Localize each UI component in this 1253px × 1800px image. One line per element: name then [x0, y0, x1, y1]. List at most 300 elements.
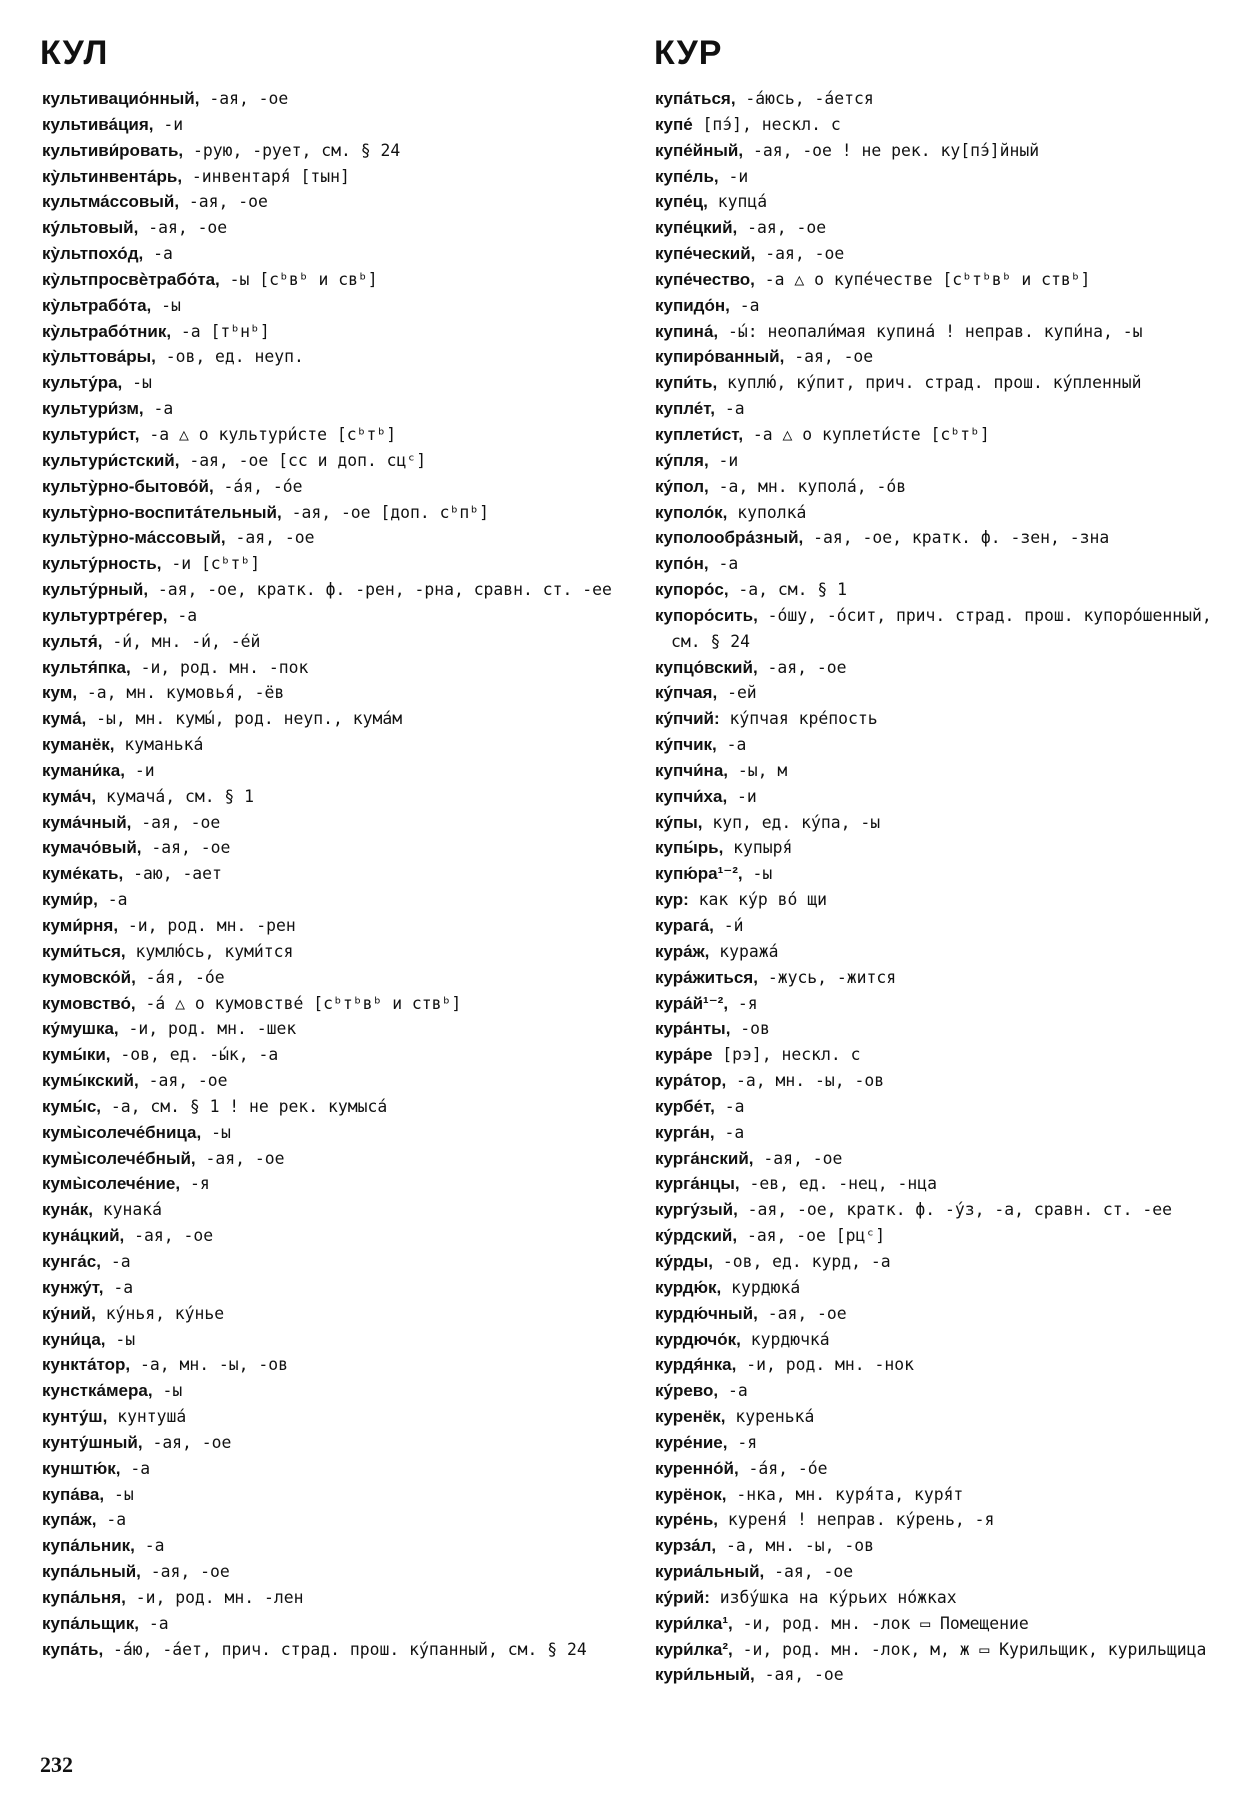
headword: куми́рня, [42, 916, 119, 935]
dictionary-entry [655, 810, 1227, 836]
dictionary-entry [42, 525, 627, 551]
headword: культу́ра, [42, 373, 123, 393]
entry-body: -а △ о куплети́сте [сᵇтᵇ] [743, 424, 990, 444]
dictionary-entry [655, 241, 1227, 267]
entry-body: -а́ △ о кумовстве́ [сᵇтᵇвᵇ и ствᵇ] [135, 993, 462, 1013]
entry-body: -а [143, 244, 173, 264]
page-number: 232 [40, 1752, 73, 1777]
headword: кумовство́, [42, 993, 136, 1013]
entry-body: -ая, -ое, кратк. ф. -зен, -зна [803, 528, 1110, 548]
headword: ку́пол, [655, 476, 709, 496]
headword: ку́пчая, [655, 683, 718, 703]
dictionary-entry [655, 1662, 1227, 1688]
headword: кум, [42, 683, 78, 703]
dictionary-entry [655, 1301, 1227, 1327]
dictionary-entry [42, 1223, 627, 1249]
headword: курдю́к, [655, 1277, 722, 1297]
headword: культури́ст, [42, 424, 140, 444]
dictionary-entry [655, 577, 1227, 603]
entry-body: -ая, -ое [доп. сᵇпᵇ] [281, 502, 489, 522]
headword: кункта́тор, [42, 1355, 131, 1375]
entry-body: -ая, -ое, кратк. ф. -рен, -рна, сравн. ст. -ее [148, 580, 612, 600]
entry-body: -а, см. § 1 [728, 580, 847, 600]
entry-body: -а [714, 1122, 745, 1142]
dictionary-entry [42, 1249, 627, 1275]
entry-body: -ая, -ое [179, 192, 268, 212]
headword: купа́ва, [42, 1484, 105, 1504]
headword: кура́ж, [655, 941, 710, 961]
entry-body: [пэ́], нескл. с [692, 114, 841, 134]
headword: куни́ца, [42, 1329, 106, 1349]
dictionary-entry [655, 112, 1227, 138]
headword: кура́житься, [655, 967, 758, 987]
headword: кур: [655, 890, 689, 910]
dictionary-entry [655, 965, 1227, 991]
headword: культу̀рно-бытово́й, [42, 476, 214, 496]
headword: курбе́т, [655, 1096, 715, 1116]
headword: ку́пчик, [655, 735, 717, 755]
headword: кумани́ка, [42, 760, 125, 780]
headword: кури́лка¹, [655, 1613, 733, 1633]
dictionary-entry [42, 887, 627, 913]
headword: кура́й¹⁻², [655, 993, 729, 1013]
entry-body: куполка́ [727, 502, 807, 522]
headword: кургу́зый, [655, 1200, 738, 1220]
headword: купе́ль, [655, 166, 719, 186]
dictionary-entry [42, 1637, 627, 1663]
headword: культиви́ровать, [42, 140, 184, 160]
dictionary-entry [655, 991, 1227, 1017]
headword: куми́ться, [42, 941, 126, 961]
headword: купа́льня, [42, 1587, 126, 1607]
entry-body: -ов, ед. -ы́к, -а [110, 1045, 279, 1065]
running-head-left: КУЛ [40, 34, 109, 72]
headword: купа́льный, [42, 1562, 141, 1582]
entry-body: кунака́ [92, 1200, 162, 1220]
headword: кура́нты, [655, 1019, 731, 1039]
headword: купина́, [655, 321, 719, 341]
entry-body: -ая, -ое [753, 1148, 843, 1168]
entry-body: -ая, -ое [737, 218, 827, 238]
dictionary-entry [42, 784, 627, 810]
dictionary-entry [42, 835, 627, 861]
entry-body: -а [103, 1277, 134, 1297]
entry-body: -ы [105, 1329, 136, 1349]
dictionary-entry [655, 1068, 1227, 1094]
entry-body: -и [сᵇтᵇ] [161, 554, 261, 574]
entry-body: -ая, -ое [124, 1226, 214, 1246]
headword: ку̀льтпохо́д, [42, 244, 144, 264]
left-column [42, 86, 627, 1662]
dictionary-entry [42, 758, 627, 784]
dictionary-entry [655, 1275, 1227, 1301]
entry-body: -и, род. мн. -лок ▭ Помещение [732, 1613, 1029, 1633]
dictionary-entry [42, 370, 627, 396]
entry-body: -жусь, -жится [757, 967, 897, 987]
headword: куме́кать, [42, 864, 124, 884]
dictionary-entry [655, 680, 1227, 706]
entry-body: -и, род. мн. -шек [118, 1019, 297, 1039]
headword: купоро́с, [655, 580, 729, 600]
headword: кури́лка², [655, 1639, 733, 1659]
dictionary-entry [655, 370, 1227, 396]
dictionary-entry [42, 164, 627, 190]
entry-body: -а [тᵇнᵇ] [171, 321, 270, 341]
dictionary-entry [42, 965, 627, 991]
entry-body: купыря́ [723, 838, 793, 858]
entry-body: -ая, -ое [195, 1148, 285, 1168]
dictionary-entry [42, 1068, 627, 1094]
headword: купчи́ха, [655, 786, 728, 806]
dictionary-entry [42, 629, 627, 655]
headword: купцо́вский, [655, 657, 758, 677]
entry-body: -ы, м [728, 760, 788, 780]
entry-body: -ая, -ое [764, 1562, 854, 1582]
dictionary-entry [42, 1559, 627, 1585]
dictionary-entry [655, 344, 1227, 370]
entry-body: -а, мн. купола́, -о́в [708, 476, 907, 496]
headword: купе́цкий, [655, 218, 738, 238]
entry-body: -а [715, 399, 745, 419]
entry-body: -ы, мн. кумы́, род. неуп., кума́м [86, 709, 403, 729]
dictionary-entry [655, 267, 1227, 293]
headword: курза́л, [655, 1536, 717, 1556]
headword: купидо́н, [655, 295, 730, 315]
dictionary-entry [655, 1611, 1227, 1637]
headword: ку́пчий: [655, 709, 720, 729]
dictionary-entry [42, 189, 627, 215]
headword: курга́нцы, [655, 1174, 740, 1194]
headword: купиро́ванный, [655, 347, 785, 367]
entry-body: -и, род. мн. -лен [125, 1587, 304, 1607]
entry-body: -а △ о культури́сте [сᵇтᵇ] [139, 424, 397, 444]
dictionary-entry [655, 1042, 1227, 1068]
headword: куре́нь, [655, 1510, 719, 1530]
dictionary-entry [42, 1301, 627, 1327]
entry-body: -ая, -ое [225, 528, 315, 548]
entry-body: -аю, -ает [123, 864, 222, 884]
dictionary-entry [655, 422, 1227, 448]
entry-body: -ая, -ое [142, 1432, 232, 1452]
dictionary-entry [42, 422, 627, 448]
dictionary-entry [42, 448, 627, 474]
headword: куплети́ст, [655, 424, 744, 444]
entry-body: -и [124, 760, 155, 780]
dictionary-entry [655, 1533, 1227, 1559]
dictionary-entry [42, 344, 627, 370]
headword: кума́чный, [42, 812, 132, 832]
headword: купле́т, [655, 399, 716, 419]
headword: культу́рный, [42, 580, 149, 600]
dictionary-entry [655, 1120, 1227, 1146]
entry-body: -а, см. § 1 ! не рек. кумыса́ [101, 1096, 388, 1116]
dictionary-entry [655, 448, 1227, 474]
headword: ку́рды, [655, 1251, 713, 1271]
dictionary-entry [655, 500, 1227, 526]
entry-body: -а [729, 295, 760, 315]
entry-body: -и, род. мн. -рен [118, 916, 296, 935]
dictionary-entry [42, 861, 627, 887]
dictionary-entry [42, 551, 627, 577]
entry-body: -а [97, 890, 128, 910]
entry-body: -а́я, -о́е [135, 967, 225, 987]
dictionary-entry [42, 396, 627, 422]
dictionary-entry [42, 1197, 627, 1223]
headword: кура́тор, [655, 1071, 727, 1091]
entry-body: куреня́ ! неправ. ку́рень, -я [718, 1510, 995, 1530]
dictionary-entry [42, 810, 627, 836]
entry-body: как ку́р во́ щи [688, 890, 827, 910]
running-head-right: КУР [654, 34, 723, 72]
headword: купа́ж, [42, 1510, 97, 1530]
entry-body: -а, мн. кумовья́, -ёв [77, 683, 285, 703]
headword: купа́ть, [42, 1639, 104, 1659]
dictionary-entry [655, 551, 1227, 577]
dictionary-entry [655, 1378, 1227, 1404]
entry-body: -ов, ед. курд, -а [712, 1251, 891, 1271]
entry-body: -ая, -ое [757, 657, 847, 677]
dictionary-entry [42, 1016, 627, 1042]
dictionary-entry [42, 1611, 627, 1637]
entry-body: -ев, ед. -нец, -нца [739, 1174, 937, 1194]
entry-body: -а, мн. -ы, -ов [726, 1071, 885, 1091]
entry-body: -и́ [713, 916, 744, 935]
entry-body: -ы [сᵇвᵇ и свᵇ] [219, 269, 378, 289]
headword: кури́льный, [655, 1665, 755, 1685]
dictionary-entry [42, 1482, 627, 1508]
headword: кумы́с, [42, 1096, 102, 1116]
entry-body: -ая, -ое [140, 1562, 230, 1582]
dictionary-entry [42, 577, 627, 603]
headword: купа́льник, [42, 1536, 135, 1556]
dictionary-entry [42, 319, 627, 345]
dictionary-entry [42, 732, 627, 758]
headword: курга́нский, [655, 1148, 754, 1168]
dictionary-entry [655, 319, 1227, 345]
headword: купа́ться, [655, 89, 736, 108]
headword: купе́ческий, [655, 244, 756, 264]
headword: культури́зм, [42, 399, 144, 419]
entry-body: -и [153, 114, 184, 134]
dictionary-entry [42, 138, 627, 164]
headword: ку̀льттова́ры, [42, 347, 156, 367]
dictionary-entry [655, 293, 1227, 319]
dictionary-entry [42, 1171, 627, 1197]
headword: курга́н, [655, 1122, 715, 1142]
entry-body: куренька́ [725, 1407, 815, 1427]
dictionary-entry [655, 603, 1227, 655]
entry-body: -ов, ед. неуп. [155, 347, 304, 367]
dictionary-entry [42, 1430, 627, 1456]
headword: культуртре́гер, [42, 605, 168, 625]
dictionary-entry [655, 86, 1227, 112]
entry-body: -а [143, 399, 174, 419]
dictionary-entry [42, 1094, 627, 1120]
entry-body: куманька́ [114, 735, 204, 755]
dictionary-entry [655, 1171, 1227, 1197]
entry-body: -ая, -ое [757, 1303, 847, 1323]
headword: куренно́й, [655, 1458, 739, 1478]
dictionary-entry [655, 1585, 1227, 1611]
entry-body: ку́нья, ку́нье [95, 1303, 225, 1323]
headword: культивацио́нный, [42, 89, 200, 108]
entry-body: -и [727, 786, 757, 806]
dictionary-entry [42, 1120, 627, 1146]
dictionary-entry [42, 86, 627, 112]
entry-body: -а △ о купе́честве [сᵇтᵇвᵇ и ствᵇ] [754, 269, 1091, 289]
entry-body: -ы [104, 1484, 134, 1504]
dictionary-entry [42, 1585, 627, 1611]
headword: ку́рий: [655, 1587, 710, 1607]
dictionary-entry [42, 1378, 627, 1404]
entry-body: -я [727, 1432, 758, 1452]
headword: кумы́кский, [42, 1071, 139, 1091]
entry-body: -а́юсь, -а́ется [735, 89, 874, 108]
entry-body: куража́ [709, 941, 779, 961]
dictionary-entry [655, 1637, 1227, 1663]
headword: ку́льтовый, [42, 218, 139, 238]
headword: купю́ра¹⁻², [655, 864, 743, 884]
entry-body: -и [708, 450, 739, 470]
entry-body: -ы [152, 1381, 183, 1401]
headword: кумы̀солече́бница, [42, 1122, 202, 1142]
headword: кумы̀солече́бный, [42, 1148, 196, 1168]
entry-body: куплю́, ку́пит, прич. страд. прош. ку́пленный [717, 373, 1142, 393]
dictionary-entry [42, 913, 627, 939]
entry-body: -ая, -ое [754, 1665, 844, 1685]
dictionary-entry [42, 267, 627, 293]
entry-body: -ая, -ое, кратк. ф. -у́з, -а, сравн. ст. -ее [737, 1200, 1173, 1220]
headword: кумы́ки, [42, 1045, 111, 1065]
dictionary-entry [655, 1559, 1227, 1585]
headword: культу̀рно-воспита́тельный, [42, 502, 282, 522]
headword: куполо́к, [655, 502, 728, 522]
dictionary-entry [655, 474, 1227, 500]
entry-body: -ы [151, 295, 181, 315]
entry-body: -я [180, 1174, 210, 1194]
entry-body: -ы [742, 864, 773, 884]
entry-body: -ы́: неопали́мая купина́ ! неправ. купи́на, -ы [718, 321, 1143, 341]
headword: кума́ч, [42, 786, 97, 806]
dictionary-entry [42, 1146, 627, 1172]
entry-body: -а [708, 554, 739, 574]
entry-body: -а [138, 1613, 169, 1633]
entry-body: -а [714, 1096, 745, 1116]
dictionary-entry [655, 758, 1227, 784]
headword: кунту́шный, [42, 1432, 143, 1452]
headword: культя́, [42, 631, 103, 651]
headword: куриа́льный, [655, 1562, 765, 1582]
dictionary-entry [655, 138, 1227, 164]
dictionary-entry [655, 215, 1227, 241]
entry-body: кумлю́сь, куми́тся [125, 941, 294, 961]
headword: кунстка́мера, [42, 1381, 153, 1401]
entry-body: -ая, -ое [755, 244, 845, 264]
headword: ку́ний, [42, 1303, 96, 1323]
dictionary-entry [42, 241, 627, 267]
headword: куми́р, [42, 890, 98, 910]
headword: курдя́нка, [655, 1355, 737, 1375]
dictionary-entry [655, 1430, 1227, 1456]
headword: купоро́сить, [655, 605, 758, 625]
dictionary-entry [655, 1327, 1227, 1353]
headword: купе́ [655, 114, 693, 134]
headword: культя́пка, [42, 657, 131, 677]
headword: купе́чество, [655, 269, 755, 289]
dictionary-entry [655, 655, 1227, 681]
dictionary-entry [655, 1456, 1227, 1482]
dictionary-entry [655, 1016, 1227, 1042]
headword: куна́цкий, [42, 1226, 125, 1246]
entry-body: -и, род. мн. -нок [736, 1355, 914, 1375]
headword: ку́рево, [655, 1381, 719, 1401]
headword: купа́льщик, [42, 1613, 139, 1633]
headword: купо́н, [655, 554, 709, 574]
entry-body: -ая, -ое [199, 89, 289, 108]
headword: кунштю́к, [42, 1458, 121, 1478]
dictionary-entry [655, 1482, 1227, 1508]
headword: купи́ть, [655, 373, 718, 393]
dictionary-entry [655, 887, 1227, 913]
headword: куренёк, [655, 1407, 726, 1427]
headword: купы́рь, [655, 838, 724, 858]
dictionary-entry [42, 474, 627, 500]
dictionary-entry [42, 1533, 627, 1559]
entry-body: ку́пчая кре́пость [719, 709, 878, 729]
headword: ку́пля, [655, 450, 709, 470]
dictionary-entry [42, 1275, 627, 1301]
entry-body: -ая, -ое [сс и доп. сцᶜ] [179, 450, 427, 470]
headword: куре́ние, [655, 1432, 728, 1452]
dictionary-entry [655, 1223, 1227, 1249]
entry-body: -и, род. мн. -лок, м, ж ▭ Курильщик, курильщица [732, 1639, 1207, 1659]
entry-body: -и, род. мн. -пок [130, 657, 309, 677]
entry-body: -а [120, 1458, 151, 1478]
entry-body: -а́ю, -а́ет, прич. страд. прош. ку́панный, см. § 24 [103, 1639, 587, 1659]
entry-body: -ая, -ое [784, 347, 874, 367]
entry-body: -ая, -ое ! не рек. ку[пэ́]йный [743, 140, 1040, 160]
dictionary-entry [655, 1146, 1227, 1172]
entry-body: -а, мн. -ы, -ов [716, 1536, 874, 1556]
entry-body: -а [96, 1510, 127, 1530]
headword: культма́ссовый, [42, 192, 180, 212]
entry-body: -а, мн. -ы, -ов [130, 1355, 289, 1375]
headword: куна́к, [42, 1200, 93, 1220]
headword: культури́стский, [42, 450, 180, 470]
dictionary-entry [42, 655, 627, 681]
entry-body: -а [100, 1251, 131, 1271]
headword: кумачо́вый, [42, 838, 142, 858]
entry-body: -ов [730, 1019, 770, 1039]
dictionary-entry [655, 525, 1227, 551]
entry-body: -а [718, 1381, 748, 1401]
dictionary-entry [655, 732, 1227, 758]
entry-body: -а́я, -о́е [213, 476, 303, 496]
entry-body: -я [728, 993, 758, 1013]
headword: курдючо́к, [655, 1329, 741, 1349]
headword: кунту́ш, [42, 1407, 108, 1427]
dictionary-entry [655, 861, 1227, 887]
entry-body: -ая, -ое [141, 838, 231, 858]
headword: кура́ре [655, 1045, 713, 1065]
entry-body: курдюка́ [721, 1277, 801, 1297]
entry-body: -а [167, 605, 198, 625]
dictionary-entry [42, 293, 627, 319]
headword: куполообра́зный, [655, 528, 804, 548]
dictionary-entry [655, 1404, 1227, 1430]
right-column [655, 86, 1227, 1688]
dictionary-entry [655, 164, 1227, 190]
